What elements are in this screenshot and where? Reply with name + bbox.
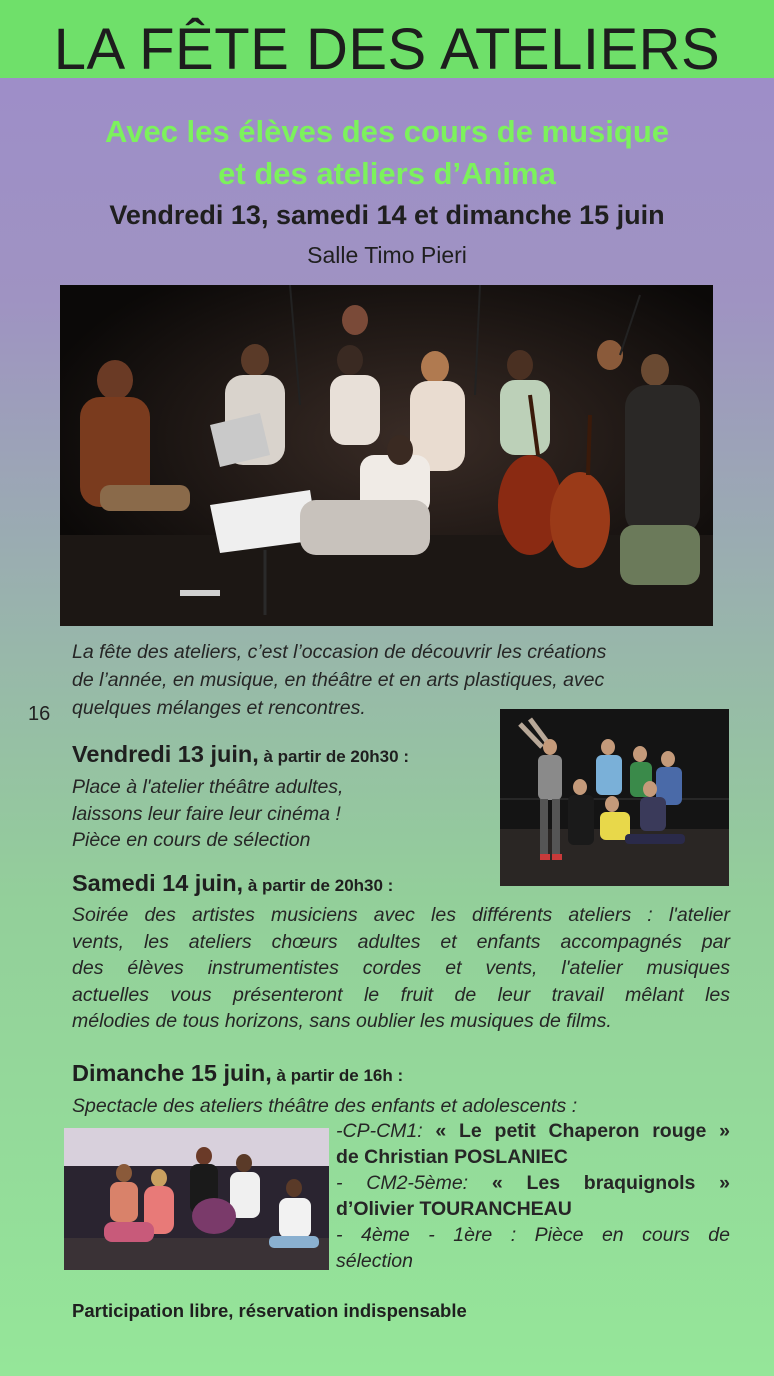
sunday-intro: Spectacle des ateliers théâtre des enfants et adolescents : (72, 1095, 578, 1117)
children-theatre-photo (64, 1128, 329, 1270)
saturday-line-3: des élèves instrumentistes cordes et vents, l'atelier musiques (72, 957, 730, 979)
page-number: 16 (28, 703, 51, 725)
friday-line-3: Pièce en cours de sélection (72, 829, 311, 851)
item3-line-1: - 4ème - 1ère : Pièce en cours de (336, 1224, 730, 1246)
item1-level: -CP-CM1: (336, 1120, 436, 1142)
item2-title: « Les braquignols » (491, 1172, 730, 1194)
saturday-line-2: vents, les ateliers chœurs adultes et enfants accompagnés par (72, 930, 730, 953)
item2-level: - CM2-5ème: (336, 1172, 492, 1194)
program-item-3 (336, 1222, 730, 1248)
friday-description (72, 774, 482, 854)
friday-day: Vendredi 13 juin, (72, 741, 259, 767)
program-item-2-author (336, 1196, 730, 1222)
friday-time: à partir de 20h30 : (258, 747, 409, 766)
friday-line-1: Place à l'atelier théâtre adultes, (72, 776, 344, 798)
saturday-line-5: mélodies de tous horizons, sans oublier les musiques de films. (72, 1010, 612, 1032)
friday-heading (72, 741, 409, 768)
saturday-heading (72, 870, 393, 897)
sunday-program-list (336, 1118, 730, 1274)
saturday-time: à partir de 20h30 : (243, 876, 394, 895)
orchestra-photo (60, 285, 713, 626)
item1-title: « Le petit Chaperon rouge » (435, 1120, 730, 1142)
intro-line-3: quelques mélanges et rencontres. (72, 697, 366, 719)
saturday-day: Samedi 14 juin, (72, 870, 244, 896)
saturday-description (72, 902, 730, 1035)
program-item-3-cont (336, 1248, 730, 1274)
intro-line-2: de l’année, en musique, en théâtre et en arts plastiques, avec (72, 669, 605, 691)
page-title: LA FÊTE DES ATELIERS (53, 17, 721, 82)
saturday-line-4: actuelles vous présenteront le fruit de leur travail mêlant les (72, 983, 730, 1006)
item2-author: d’Olivier TOURANCHEAU (336, 1198, 572, 1220)
sunday-heading (72, 1060, 403, 1087)
event-dates: Vendredi 13, samedi 14 et dimanche 15 juin (109, 200, 665, 230)
friday-line-2: laissons leur faire leur cinéma ! (72, 802, 341, 825)
program-item-2 (336, 1170, 730, 1196)
intro-line-1: La fête des ateliers, c’est l’occasion de découvrir les créations (72, 641, 607, 663)
footer-note: Participation libre, réservation indispensable (72, 1300, 467, 1321)
item1-author: de Christian POSLANIEC (336, 1146, 568, 1168)
subtitle-line-1: Avec les élèves des cours de musique (104, 114, 670, 149)
subtitle-line-2: et des ateliers d’Anima (218, 156, 556, 191)
item3-line-2: sélection (336, 1250, 413, 1272)
program-item-1 (336, 1118, 730, 1144)
sunday-day: Dimanche 15 juin, (72, 1060, 272, 1086)
theatre-adults-photo (500, 709, 729, 886)
saturday-line-1: Soirée des artistes musiciens avec les différents ateliers : l'atelier (72, 904, 730, 926)
program-item-1-author (336, 1144, 730, 1170)
event-venue: Salle Timo Pieri (307, 242, 467, 268)
sunday-time: à partir de 16h : (271, 1066, 404, 1085)
